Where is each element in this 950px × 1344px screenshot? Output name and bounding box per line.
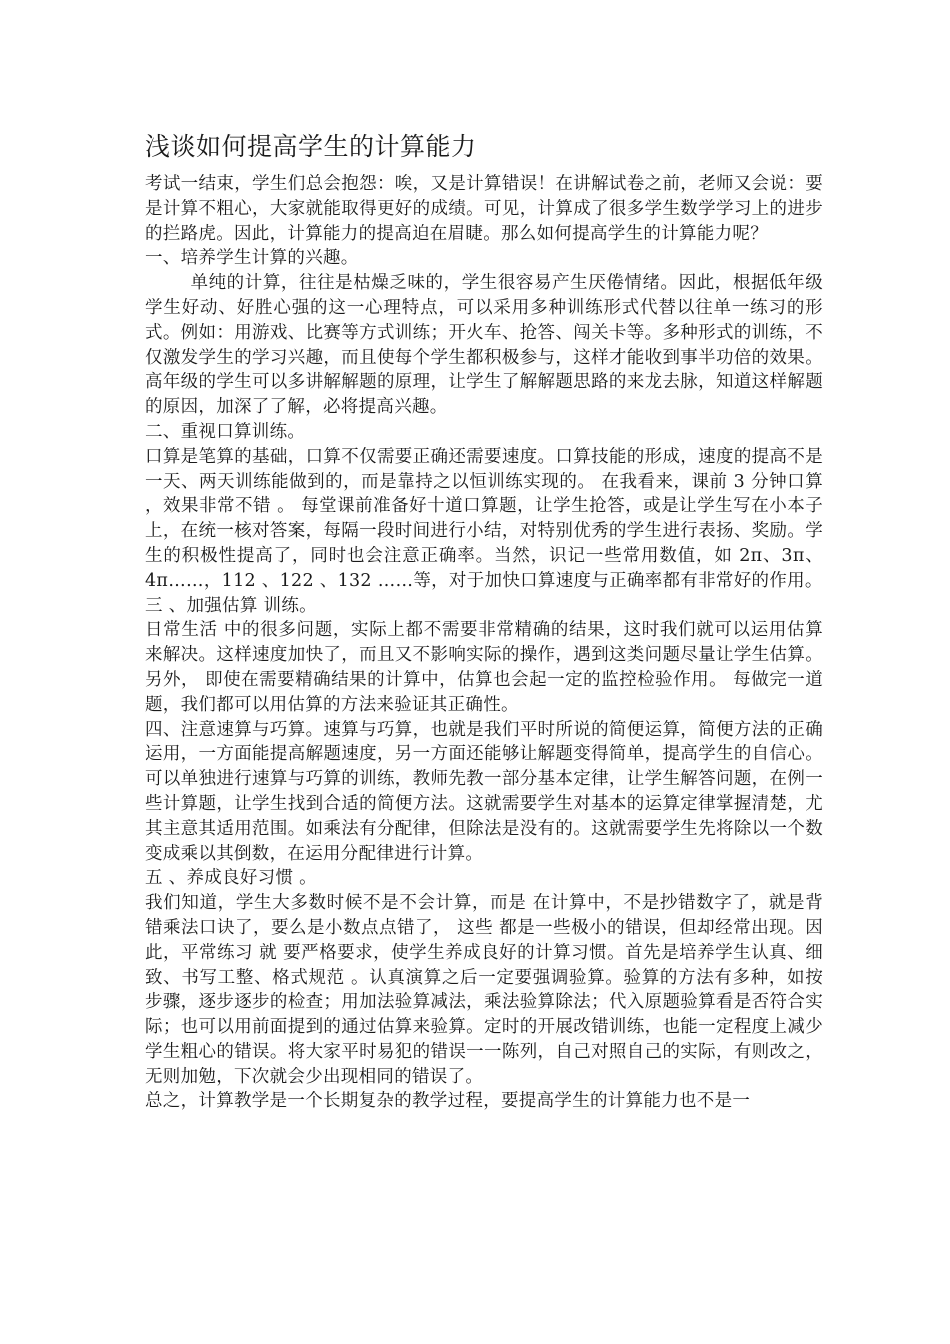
section-body-5: 我们知道，学生大多数时候不是不会计算，而是 在计算中，不是抄错数字了，就是背错乘法口诀了，要么是小数点点错了， 这些 都是一些极小的错误，但却经常出现。因此，平常练习 就 要严格要求，使学生养成良好的计算习惯。首先是培养学生认真、细致、书写工整、格式规范 。认真演算之后一定要强调验算。验算的方法有多种，如按步骤，逐步逐步的检查；用加法验算减法，乘法验算除法；代入原题验算看是否符合实际；也可以用前面提到的通过估算来验算。定时的开展改错训练，也能一定程度上减少学生粗心的错误。将大家平时易犯的错误一一陈列，自己对照自己的实际，有则改之，无则加勉，下次就会少出现相同的错误了。 [145,893,823,1087]
section-body-4: 四、注意速算与巧算。速算与巧算，也就是我们平时所说的简便运算，简便方法的正确运用，一方面能提高解题速度，另一方面还能够让解题变得简单，提高学生的自信心。可以单独进行速算与巧算的训练，教师先教一部分基本定律，让学生解答问题，在例一些计算题，让学生找到合适的简便方法。这就需要学生对基本的运算定律掌握清楚，尤其主意其适用范围。如乘法有分配律，但除法是没有的。这就需要学生先将除以一个数变成乘以其倒数，在运用分配律进行计算。 [145,719,823,864]
section-heading-1: 一、培养学生计算的兴趣。 [145,248,359,269]
section-heading-3: 三 、加强估算 训练。 [145,595,317,616]
document-page [145,130,823,1114]
section-body-1: 单纯的计算，往往是枯燥乏味的，学生很容易产生厌倦情绪。因此，根据低年级学生好动、好胜心强的这一心理特点，可以采用多种训练形式代替以往单一练习的形式。例如：用游戏、比赛等方式训练；开火车、抢答、闯关卡等。多种形式的训练，不仅激发学生的学习兴趣，而且使每个学生都积极参与，这样才能收到事半功倍的效果。高年级的学生可以多讲解解题的原理，让学生了解解题思路的来龙去脉，知道这样解题的原因，加深了了解，必将提高兴趣。 [145,273,823,418]
intro-paragraph: 考试一结束，学生们总会抱怨：唉，又是计算错误！在讲解试卷之前，老师又会说：要是计算不粗心，大家就能取得更好的成绩。可见，计算成了很多学生数学学习上的进步的拦路虎。因此，计算能力的提高迫在眉睫。那么如何提高学生的计算能力呢？ [145,174,823,244]
section-body-3: 日常生活 中的很多问题，实际上都不需要非常精确的结果，这时我们就可以运用估算来解决。这样速度加快了，而且又不影响实际的操作，遇到这类问题尽量让学生估算。另外， 即使在需要精确结果的计算中，估算也会起一定的监控检验作用。 每做完一道题，我们都可以用估算的方法来验证其正确性。 [145,620,823,715]
section-heading-2: 二、重视口算训练。 [145,421,306,442]
section-heading-5: 五 、养成良好习惯 。 [145,868,317,889]
conclusion-paragraph: 总之，计算教学是一个长期复杂的教学过程，要提高学生的计算能力也不是一 [145,1091,751,1112]
section-body-2: 口算是笔算的基础，口算不仅需要正确还需要速度。口算技能的形成，速度的提高不是一天、两天训练能做到的，而是靠持之以恒训练实现的。 在我看来，课前 3 分钟口算 ，效果非常不错 。 每堂课前准备好十道口算题，让学生抢答，或是让学生写在小本子上，在统一核对答案，每隔一段时间进行小结，对特别优秀的学生进行表扬、奖励。学生的积极性提高了，同时也会注意正确率。当然，识记一些常用数值，如 2π、3π、4π……，112 、122 、132 ……等，对于加快口算速度与正确率都有非常好的作用。 [145,446,823,591]
document-title: 浅谈如何提高学生的计算能力 [145,132,477,161]
